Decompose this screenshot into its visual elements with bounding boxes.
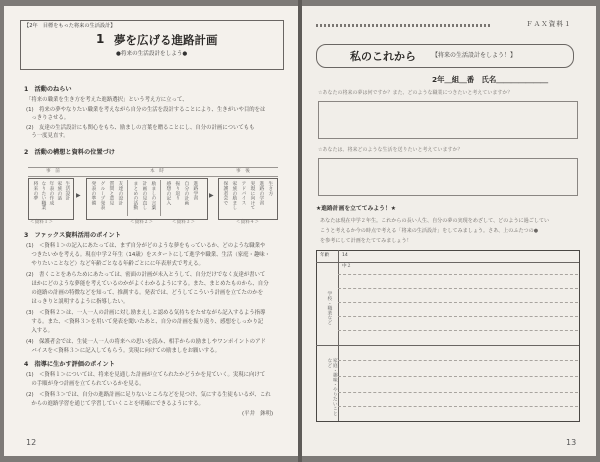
- flow-label: ＜資料１＞: [30, 220, 53, 225]
- sec3-line: (2) 書くことをあらためにあたっては、密面の計画が未入とうして、自分だけでなく友達が書いて: [26, 272, 266, 278]
- sec2-heading: 2 活動の構想と資料の位置づけ: [24, 149, 115, 156]
- sec3-line: 入する。: [26, 328, 53, 334]
- page-subtitle: ●将来の生活設計をしよう●: [116, 51, 188, 57]
- plan-line: こうと考えるか今の時点で考える「将来の生活設計」をしてみましょう。さあ、上のふたつの●: [320, 228, 539, 234]
- answer-box-1[interactable]: [318, 101, 578, 139]
- row-label-school: 学校・職業など: [326, 291, 332, 325]
- sec3-line: (4) 保護者会では、生徒一人一人の将来への思いを読み、相手からの励ましやワンポイントのアド: [26, 339, 266, 345]
- plan-line: を参考にして計画をたててみましょう！: [320, 238, 412, 244]
- sec3-heading: 3 ファックス資料活用のポイント: [24, 232, 121, 239]
- answer-box-2[interactable]: [318, 158, 578, 196]
- sec4-line: (2) ＜資料３＞では、自分の進路計画に足りないところなどを見つけ、気にする生徒もいるが、これ: [26, 392, 271, 398]
- sec1-line: っきりさせる。: [26, 115, 70, 121]
- sec3-line: やりたいことなど）など年齢ごとなる年齢ごとにに年表形式で考える。: [26, 261, 204, 267]
- family-plan-area[interactable]: [339, 347, 577, 419]
- question-2: ☆あなたは、将来どのような生活を送りたいと考えていますか？: [318, 147, 463, 153]
- sec4-heading: 4 指導に生かす評価のポイント: [24, 361, 115, 368]
- flow-label: ＜資料３＞: [172, 220, 195, 225]
- worksheet-subtitle: 【将来の生活設計をしよう！】: [432, 52, 517, 59]
- unit-number: 1: [96, 32, 105, 46]
- table-col-header: 年齢: [320, 253, 330, 258]
- table-age-14: 14: [342, 253, 348, 258]
- page-number-left: 12: [26, 438, 37, 447]
- sec3-line: (1) ＜資料１＞の記入にあたっては、まず自分がどのような夢をもっているか、どのような職業や: [26, 243, 266, 249]
- sec3-line: つきたいかを考える。現在中学２年生（14歳）をスタートにして進学や職業、生活（家庭・趣味・: [26, 252, 271, 258]
- plan-line: あなたは現在中学２年生。これからの長い人生、自分の夢の実現をめざして、どのように過ごしてい: [320, 218, 550, 224]
- sec1-line: う一度見直す。: [26, 133, 69, 139]
- row-label-family: 家庭・趣味・やりたいことなど: [326, 358, 337, 416]
- sec4-line: (1) ＜資料１＞については、将来を見通した計画が立てられたかどうかを見ていく。実現に向けて: [26, 372, 266, 378]
- fax-tag: ＦＡＸ資料１: [526, 20, 572, 28]
- plan-heading: ★進路計画を立ててみよう！★: [316, 206, 396, 212]
- sec3-line: の進路の計画の特徴などを知って、推測する。発表では、どうしてこういう計画を立てたのかを: [26, 290, 264, 296]
- sec3-line: バイスを＜資料３＞に記入してもらう。実現に向けての励ましをお願いする。: [26, 348, 221, 354]
- page-title: 夢を広げる進路計画: [114, 33, 218, 47]
- sec1-line: 「将来の職業を生き方を考えた進路選択」という考え方に立って、: [26, 97, 188, 103]
- flow-label: ＜資料４＞: [236, 220, 259, 225]
- left-page: 【2年 目標をもった将来の生活設計】 1 夢を広げる進路計画 ●将来の生活設計をしよう● 1 活動のねらい 「将来の職業を生き方を考えた進路選択」という考え方に立って、 (1) 将来の夢やなりたい職業を考えながら自分の生活を設計することにより、生きがいや目的をは っきりさせる。 (2) 友達の生活設計にも関心をもち、励ましの言葉を贈ることにし、自分の計画についてもも う一度見直す。 2 活動の構想と資料の位置づけ 事 前 本 時 事 後 将来の夢 なりたい職業 年表の作成 家族の話 生活設計 ▶ 発表の準備 グループ発表 質問と意見 友達の設計 まとめの活動 計画の見直し 励ましの言葉 感想の記入 振り返り 自分の計画 進路学習 ▶ 保護者会で 家族の励まし アドバイス 実現に向けて 進路の学習 生き方 ＜資料１＞ ＜資料２＞ ＜資料３＞ ＜資料４＞ 3 ファックス資料活用のポイント (1) ＜資料１＞の記入にあたっては、まず自分がどのような夢をもっているか、どのような職業や つきたいかを考える。現在中学２年生（14歳）をスタートにして進学や職業、生活（家庭・趣味・ やりたいことなど）など年齢ごとなる年齢ごとにに年表形式で考える。 (2) 書くことをあらためにあたっては、密面の計画が未入とうして、自分だけでなく友達が書いて ほかにどのような夢能を考えているのかがよくわかるようにする。また、まとめたものから、自分 の進路の計画の特徴などを知って、推測する。発表では、どうしてこういう計画を立てたのかを はっきりと説明するように指導したい。 (3) ＜資料２＞は、一人一人の計画に対し励まえしと認める気持ちをたせながら記入するよう指導 する。また、＜資料３＞を用いて発表を聞いたあと、自分の計画を振り返り、感想をしっかり記 入する。 (4) 保護者会では、生徒一人一人の将来への思いを読み、相手からの励ましやワンポイントのアド バイスを＜資料３＞に記入してもらう。実現に向けての励ましをお願いする。 4 指導に生かす評価のポイント (1) ＜資料１＞については、将来を見通した計画が立てられたかどうかを見ていく。実現に向けて の手順が身つ計画を立てられているかを見る。 (2) ＜資料３＞では、自分の進路計画に足りないところなどを見つけ、気にする生徒もいるが、これ からの進路学習を通じて学習していくことを明確にできるようにする。 (平井 鉢明) 12: [4, 6, 298, 456]
- header-tag: 【2年 目標をもった将来の生活設計】: [24, 23, 116, 29]
- sec1-line: (2) 友達の生活設計にも関心をもち、励ましの言葉を贈ることにし、自分の計画についてもも: [26, 125, 255, 131]
- page-number-right: 13: [566, 438, 577, 447]
- flow-header-after: 事 後: [236, 169, 250, 174]
- sec1-line: (1) 将来の夢やなりたい職業を考えながら自分の生活を設計することにより、生きがいや目的をは: [26, 107, 266, 113]
- sec3-line: はっきりと説明するように指導したい。: [26, 299, 129, 305]
- sec4-line: の手順が身つ計画を立てられているかを見る。: [26, 381, 145, 387]
- flow-label: ＜資料２＞: [130, 220, 153, 225]
- worksheet-title: 私のこれから: [350, 50, 416, 63]
- sec3-line: (3) ＜資料２＞は、一人一人の計画に対し励まえしと認める気持ちをたせながら記入するよう指導: [26, 310, 266, 316]
- sec1-heading: 1 活動のねらい: [24, 86, 72, 93]
- table-grade-2: 中２: [342, 264, 352, 269]
- class-name-line: 2年＿組＿番 氏名＿＿＿＿＿＿＿: [432, 75, 549, 84]
- school-plan-area[interactable]: [339, 263, 577, 343]
- question-1: ☆あなたの将来の夢は何ですか？また、どのような職業につきたいと考えていますか？: [318, 90, 513, 96]
- fax-dotted-rule: [316, 24, 492, 27]
- sec3-line: する。また、＜資料３＞を用いて発表を聞いたあと、自分の計画を振り返り、感想をしっかり記: [26, 319, 264, 325]
- flow-header-before: 事 前: [46, 169, 60, 174]
- right-page: [302, 6, 596, 456]
- sec4-line: からの進路学習を通じて学習していくことを明確にできるようにする。: [26, 401, 204, 407]
- author-credit: (平井 鉢明): [242, 411, 274, 417]
- sec3-line: ほかにどのような夢能を考えているのかがよくわかるようにする。また、まとめたものから、自分: [26, 281, 269, 287]
- flow-header-main: 本 時: [150, 169, 164, 174]
